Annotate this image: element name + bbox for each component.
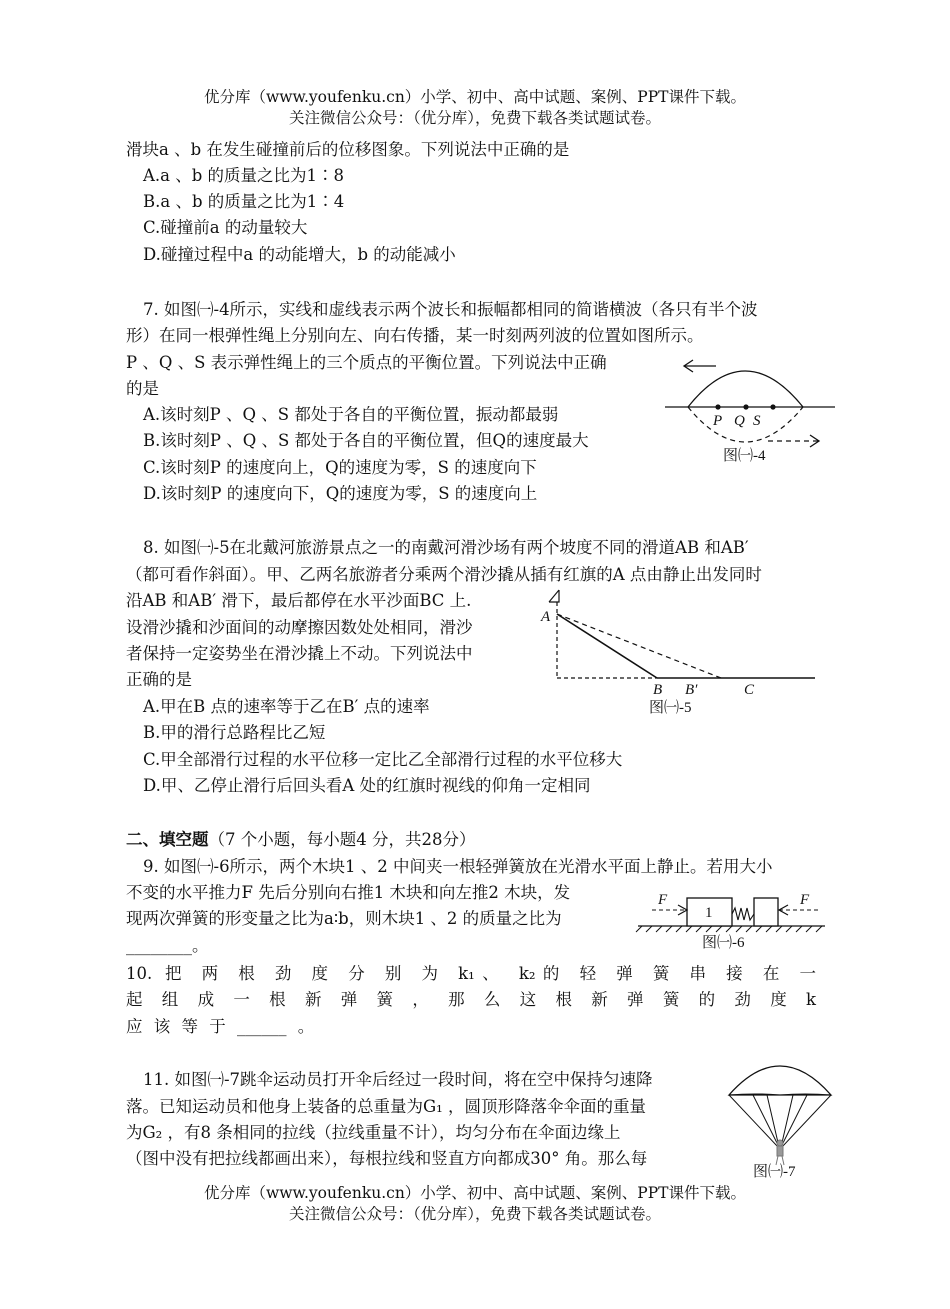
q6-option-d: D.碰撞过程中a 的动能增大，b 的动能减小: [143, 245, 456, 264]
caption-fig6: 图㈠-6: [702, 935, 745, 951]
q10-line-2: 起 组 成 一 根 新 弹 簧 ， 那 么 这 根 新 弹 簧 的 劲 度 k: [126, 990, 816, 1009]
q6-option-a: A.a 、b 的质量之比为1∶8: [143, 166, 345, 185]
q7-line-3: P 、Q 、S 表示弹性绳上的三个质点的平衡位置。下列说法中正确: [126, 353, 607, 372]
q11-line-3: 为G₂ ，有8 条相同的拉线（拉线重量不计），均匀分布在伞面边缘上: [126, 1123, 621, 1142]
label-a: A: [541, 609, 551, 625]
section-2-title: 二、填空题: [126, 830, 209, 849]
figure-slopes: [535, 588, 825, 718]
q9-line-3: 现两次弹簧的形变量之比为a∶b，则木块1 、2 的质量之比为: [126, 909, 562, 928]
label-p: P: [713, 413, 723, 429]
q8-option-b: B.甲的滑行总路程比乙短: [143, 723, 326, 742]
label-f-left: F: [658, 892, 668, 908]
label-f-right: F: [800, 892, 810, 908]
label-b-prime: B′: [685, 682, 698, 698]
q8-line-3: 沿AB 和AB′ 滑下，最后都停在水平沙面BC 上.: [126, 591, 472, 610]
q6-option-c: C.碰撞前a 的动量较大: [143, 218, 308, 237]
q8-line-1: 8. 如图㈠-5在北戴河旅游景点之一的南戴河滑沙场有两个坡度不同的滑道AB 和AB′: [143, 538, 749, 557]
q8-option-a: A.甲在B 点的速率等于乙在B′ 点的速率: [143, 697, 430, 716]
q8-line-4: 设滑沙撬和沙面间的动摩擦因数处处相同，滑沙: [126, 618, 473, 637]
q7-option-c: C.该时刻P 的速度向上，Q的速度为零，S 的速度向下: [143, 458, 537, 477]
q7-line-2: 形）在同一根弹性绳上分别向左、向右传播，某一时刻两列波的位置如图所示。: [126, 326, 704, 345]
q10-line-3: 应 该 等 于 ______ 。: [126, 1017, 315, 1036]
label-block-1: 1: [705, 905, 713, 921]
label-c: C: [744, 682, 755, 698]
q7-option-b: B.该时刻P 、Q 、S 都处于各自的平衡位置，但Q的速度最大: [143, 431, 589, 450]
q9-line-2: 不变的水平推力F 先后分别向右推1 木块和向左推2 木块，发: [126, 883, 571, 902]
q9-line-1: 9. 如图㈠-6所示，两个木块1 、2 中间夹一根轻弹簧放在光滑水平面上静止。若用大小: [143, 857, 773, 876]
caption-fig7: 图㈠-7: [753, 1164, 796, 1180]
figure-wave: [660, 355, 840, 470]
q9-line-4: ________。: [126, 936, 209, 955]
footer-line-1: 优分库（www.youfenku.cn）小学、初中、高中试题、案例、PPT课件下载。: [203, 1184, 747, 1202]
q6-stem: 滑块a 、b 在发生碰撞前后的位移图象。下列说法中正确的是: [126, 140, 570, 159]
q8-line-5: 者保持一定姿势坐在滑沙撬上不动。下列说法中: [126, 644, 473, 663]
q8-line-2: （都可看作斜面）。甲、乙两名旅游者分乘两个滑沙撬从插有红旗的A 点由静止出发同时: [126, 565, 762, 584]
q11-line-1: 11. 如图㈠-7跳伞运动员打开伞后经过一段时间，将在空中保持匀速降: [143, 1070, 653, 1089]
q8-option-c: C.甲全部滑行过程的水平位移一定比乙全部滑行过程的水平位移大: [143, 750, 623, 769]
label-q: Q: [734, 413, 745, 429]
q6-option-b: B.a 、b 的质量之比为1∶4: [143, 192, 345, 211]
caption-fig5: 图㈠-5: [649, 700, 692, 716]
section-2-note: （7 个小题，每小题4 分，共28分）: [208, 830, 476, 849]
figure-parachute: [725, 1055, 835, 1185]
section-2-heading: [126, 828, 475, 852]
q7-line-1: 7. 如图㈠-4所示，实线和虚线表示两个波长和振幅都相同的简谐横波（各只有半个波: [143, 300, 758, 319]
q8-option-d: D.甲、乙停止滑行后回头看A 处的红旗时视线的仰角一定相同: [143, 776, 591, 795]
figure-blocks: [630, 884, 830, 954]
header-line-2: 关注微信公众号：（优分库），免费下载各类试题试卷。: [288, 109, 661, 127]
q8-line-6: 正确的是: [126, 670, 192, 689]
footer-line-2: 关注微信公众号：（优分库），免费下载各类试题试卷。: [288, 1205, 661, 1223]
caption-fig4: 图㈠-4: [723, 448, 766, 464]
label-b: B: [653, 682, 663, 698]
q11-line-4: （图中没有把拉线都画出来），每根拉线和竖直方向都成30° 角。那么每: [126, 1149, 648, 1168]
header-line-1: 优分库（www.youfenku.cn）小学、初中、高中试题、案例、PPT课件下载。: [203, 88, 747, 106]
q7-option-a: A.该时刻P 、Q 、S 都处于各自的平衡位置，振动都最弱: [143, 405, 559, 424]
label-s: S: [753, 413, 761, 429]
q7-line-4: 的是: [126, 379, 159, 398]
q10-line-1: 10. 把 两 根 劲 度 分 别 为 k₁、 k₂的 轻 弹 簧 串 接 在 一: [126, 964, 816, 983]
q11-line-2: 落。已知运动员和他身上装备的总重量为G₁ ，圆顶形降落伞伞面的重量: [126, 1097, 647, 1116]
q7-option-d: D.该时刻P 的速度向下，Q的速度为零，S 的速度向上: [143, 484, 538, 503]
